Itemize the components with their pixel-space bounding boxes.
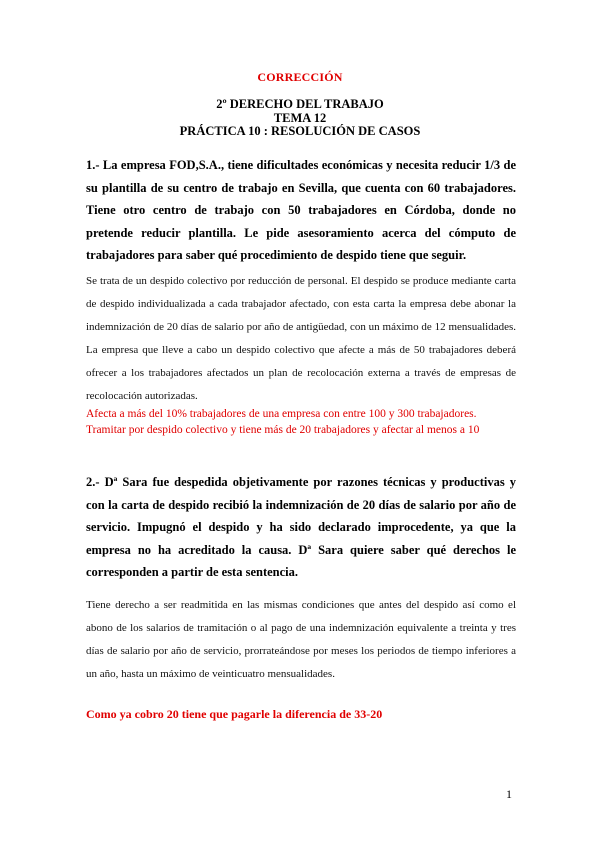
case1-question: 1.- La empresa FOD,S.A., tiene dificultades económicas y necesita reducir 1/3 de su plantilla de su centro de trabajo en Sevilla, que cuenta con 60 trabajadores. Tiene otro centro de trabajo con 50 trabajadores en Córdoba, donde no pretende reducir plantilla. Le pide asesoramiento acerca del cómputo de trabajadores para saber qué procedimiento de despido tiene que seguir. bbox=[86, 158, 516, 262]
topic-title: TEMA 12 bbox=[273, 110, 327, 125]
case1-answer: Se trata de un despido colectivo por reducción de personal. El despido se produce mediante carta de despido individualizada a cada trabajador afectado, con esta carta la empresa debe abonar la indemnización de 20 días de salario por año de antigüedad, con un máximo de 12 mensualidades. La empresa que lleve a cabo un despido colectivo que afecte a más de 50 trabajadores deberá ofrecer a los trabajadores afectados un plan de recolocación externa a través de empresas de recolocación autorizadas. bbox=[86, 275, 516, 402]
page-number: 1 bbox=[506, 787, 512, 801]
case2-answer: Tiene derecho a ser readmitida en las mismas condiciones que antes del despido así como el abono de los salarios de tramitación o al pago de una indemnización equivalente a treinta y tres días de salario por año de servicio, prorrateándose por meses los periodos de tiempo inferiores a un año, hasta un máximo de veinticuatro mensualidades. bbox=[86, 599, 516, 680]
correction-title: CORRECCIÓN bbox=[257, 70, 343, 84]
subject-title: 2º DERECHO DEL TRABAJO bbox=[216, 97, 384, 111]
case2-note: Como ya cobro 20 tiene que pagarle la diferencia de 33-20 bbox=[86, 707, 383, 721]
case2-question: 2.- Dª Sara fue despedida objetivamente por razones técnicas y productivas y con la carta de despido recibió la indemnización de 20 días de salario por año de servicio. Impugnó el despido y ha sido declarado improcedente, ya que la empresa no ha acreditado la causa. Dª Sara quiere saber qué derechos le corresponden a partir de esta sentencia. bbox=[86, 475, 516, 579]
document-heading bbox=[0, 98, 600, 139]
practice-title: PRÁCTICA 10 : RESOLUCIÓN DE CASOS bbox=[179, 124, 421, 138]
case1-note-line1: Afecta a más del 10% trabajadores de una empresa con entre 100 y 300 trabajadores. bbox=[86, 408, 477, 420]
case1-note bbox=[86, 407, 526, 438]
case1-note-line2: Tramitar por despido colectivo y tiene más de 20 trabajadores y afectar al menos a 10 bbox=[86, 423, 480, 436]
